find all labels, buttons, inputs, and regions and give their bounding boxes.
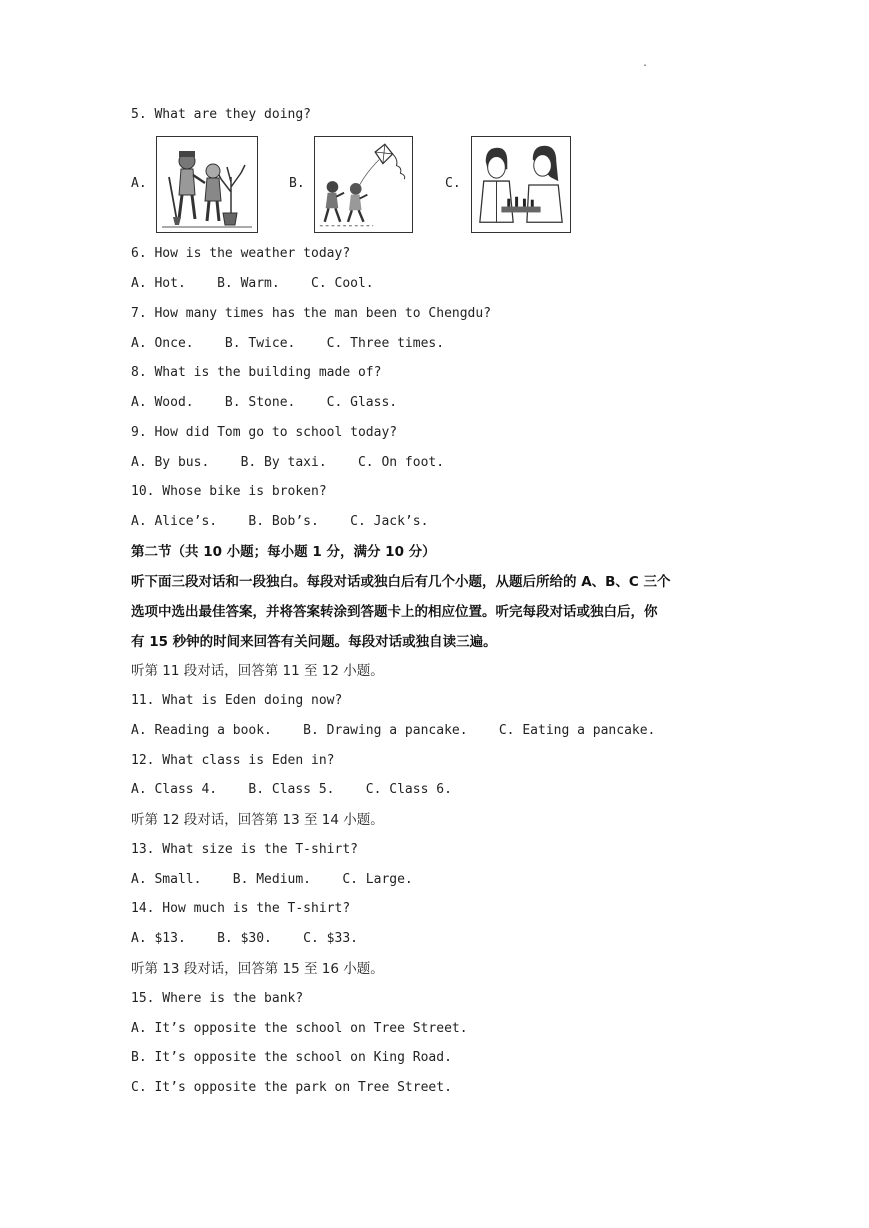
question-10-options: A. Alice’s. B. Bob’s. C. Jack’s. <box>131 514 429 529</box>
q5-option-c-label: C. <box>445 176 461 191</box>
q5-option-a-label: A. <box>131 176 147 191</box>
playing-chess-illustration <box>472 137 570 232</box>
planting-trees-picture <box>156 136 258 233</box>
question-6-options: A. Hot. B. Warm. C. Cool. <box>131 276 374 291</box>
question-7: 7. How many times has the man been to Chengdu? <box>131 306 492 321</box>
page-mark: . <box>642 58 649 69</box>
question-11: 11. What is Eden doing now? <box>131 693 343 708</box>
playing-chess-picture <box>471 136 571 233</box>
dialogue-12-instruction: 听第 12 段对话，回答第 13 至 14 小题。 <box>131 812 384 828</box>
question-8: 8. What is the building made of? <box>131 365 382 380</box>
question-11-options: A. Reading a book. B. Drawing a pancake. C. Eating a pancake. <box>131 723 656 738</box>
section-2-instructions-line-3: 有 15 秒钟的时间来回答有关问题。每段对话或独自读三遍。 <box>131 634 497 650</box>
question-10: 10. Whose bike is broken? <box>131 484 327 499</box>
question-15: 15. Where is the bank? <box>131 991 304 1006</box>
question-14-options: A. $13. B. $30. C. $33. <box>131 931 358 946</box>
flying-kite-illustration <box>315 137 412 232</box>
question-15-option-b: B. It’s opposite the school on King Road. <box>131 1050 452 1065</box>
question-15-option-c: C. It’s opposite the park on Tree Street. <box>131 1080 452 1095</box>
question-14: 14. How much is the T-shirt? <box>131 901 351 916</box>
section-2-instructions-line-1: 听下面三段对话和一段独白。每段对话或独白后有几个小题，从题后所给的 A、B、C 三个 <box>131 574 671 590</box>
dialogue-13-instruction: 听第 13 段对话，回答第 15 至 16 小题。 <box>131 961 384 977</box>
question-15-option-a: A. It’s opposite the school on Tree Street. <box>131 1021 468 1036</box>
question-12: 12. What class is Eden in? <box>131 753 335 768</box>
question-5: 5. What are they doing? <box>131 107 312 122</box>
question-6: 6. How is the weather today? <box>131 246 351 261</box>
question-8-options: A. Wood. B. Stone. C. Glass. <box>131 395 398 410</box>
dialogue-11-instruction: 听第 11 段对话，回答第 11 至 12 小题。 <box>131 663 384 679</box>
q5-option-b-label: B. <box>289 176 305 191</box>
flying-kite-picture <box>314 136 413 233</box>
planting-trees-illustration <box>157 137 257 232</box>
question-9: 9. How did Tom go to school today? <box>131 425 398 440</box>
question-9-options: A. By bus. B. By taxi. C. On foot. <box>131 455 445 470</box>
question-12-options: A. Class 4. B. Class 5. C. Class 6. <box>131 782 452 797</box>
question-7-options: A. Once. B. Twice. C. Three times. <box>131 336 445 351</box>
section-2-title: 第二节（共 10 小题；每小题 1 分，满分 10 分） <box>131 544 436 560</box>
question-13: 13. What size is the T-shirt? <box>131 842 358 857</box>
section-2-instructions-line-2: 选项中选出最佳答案，并将答案转涂到答题卡上的相应位置。听完每段对话或独白后，你 <box>131 604 658 620</box>
question-13-options: A. Small. B. Medium. C. Large. <box>131 872 413 887</box>
